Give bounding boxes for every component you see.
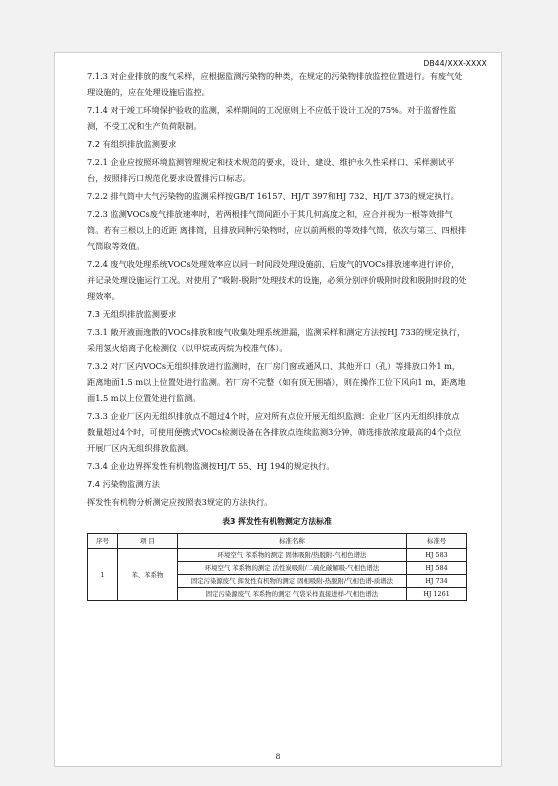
- clause-7-2-1: 7.2.1 企业应按照环境监测管理规定和技术规范的要求，设计、建设、维护永久性采样口、采样测试平台，按照排污口规范化要求设置排污口标志。: [87, 157, 455, 183]
- table-header-row: [88, 534, 467, 549]
- row-no: 1: [88, 549, 118, 601]
- clause-7-3-1: 7.3.1 敞开液面逸散的VOCs排放和废气收集处理系统泄漏，监测采样和测定方法按HJ 733的规定执行，采用氢火焰离子化检测仪（以甲烷或丙烷为校准气体）。: [87, 327, 465, 353]
- standard-name: 固定污染源废气 苯系物的测定 气袋采样直接进样-气相色谱法: [177, 588, 406, 601]
- clause-7-3-2: 7.3.2 对厂区内VOCs无组织排放进行监测时，在厂房门窗或通风口、其他开口（孔）等排放口外1 m，距离地面1.5 m以上位置处进行监测。若厂房不完整（如有顶无围墙），则在操作工位下风向1 m，距离地面1.5 m以上位置处进行监测。: [87, 361, 466, 403]
- clause-7-2-2: 7.2.2 排气筒中大气污染物的监测采样按GB/T 16157、HJ/T 397和HJ 732、HJ/T 373的规定执行。: [87, 191, 459, 201]
- header-standard-name: 标准名称: [177, 534, 406, 549]
- document-page: [54, 52, 502, 767]
- section-heading-7-3: 7.3 无组织排放监测要求: [87, 309, 177, 319]
- clause-7-2-4: 7.2.4 废气收处理系统VOCs处理效率应以同一时间段处理设施前、后废气的VOCs排放速率进行评价，并记录处理设施运行工况。对使用了“吸附-脱附”处理技术的设施，必须分别评价吸附时段和脱附时段的处理效率。: [87, 259, 467, 301]
- table-title: 表3 挥发性有机物测定方法标准: [222, 517, 332, 526]
- document-code: DB44/XXX-XXXX: [423, 59, 487, 68]
- page-number: 8: [275, 752, 281, 761]
- clause-7-4-text: 挥发性有机物分析测定应按照表3规定的方法执行。: [87, 497, 273, 507]
- header-standard-code: 标准号: [407, 534, 467, 549]
- standard-name: 固定污染源废气 挥发性有机物的测定 固相吸附-热脱附/气相色谱-质谱法: [177, 575, 406, 588]
- header-item: 项 目: [117, 534, 177, 549]
- standard-name: 环境空气 苯系物的测定 固体吸附/热脱附-气相色谱法: [177, 549, 406, 562]
- standard-name: 环境空气 苯系物的测定 活性炭吸附/二硫化碳解吸-气相色谱法: [177, 562, 406, 575]
- standard-code: HJ 583: [407, 549, 467, 562]
- header-no: 序号: [88, 534, 118, 549]
- clause-7-1-4: 7.1.4 对于竣工环境保护验收的监测，采样期间的工况原则上不应低于设计工况的75%。对于监督性监测，不受工况和生产负荷限制。: [87, 105, 457, 131]
- standard-code: HJ 734: [407, 575, 467, 588]
- table-row: [88, 549, 467, 562]
- page-content: [87, 68, 467, 601]
- section-heading-7-4: 7.4 污染物监测方法: [87, 479, 160, 489]
- section-heading-7-2: 7.2 有组织排放监测要求: [87, 139, 177, 149]
- standard-code: HJ 584: [407, 562, 467, 575]
- clause-7-1-3: 7.1.3 对企业排放的废气采样，应根据监测污染物的种类，在规定的污染物排放监控位置进行。有废气处理设施的，应在处理设施后监控。: [87, 71, 463, 97]
- clause-7-3-4: 7.3.4 企业边界挥发性有机物监测按HJ/T 55、HJ 194的规定执行。: [87, 461, 335, 471]
- standard-code: HJ 1261: [407, 588, 467, 601]
- clause-7-2-3: 7.2.3 监测VOCs废气排放速率时，若两根排气筒间距小于其几何高度之和，应合并视为一根等效排气筒。若有三根以上的近距 离排筒，且排放同种污染物时，应以前两根的等效排气筒，依次与第三、四根排气筒取等效值。: [87, 209, 467, 251]
- methods-table: [87, 533, 467, 601]
- clause-7-3-3: 7.3.3 企业厂区内无组织排放点不超过4个时，应对所有点位开展无组织监测：企业厂区内无组织排放点数量超过4个时，可使用便携式VOCs检测设备在各排放点连续监测3分钟，筛选排放浓度最高的4个点位开展厂区内无组织排放监测。: [87, 411, 462, 453]
- row-item: 苯、苯系物: [117, 549, 177, 601]
